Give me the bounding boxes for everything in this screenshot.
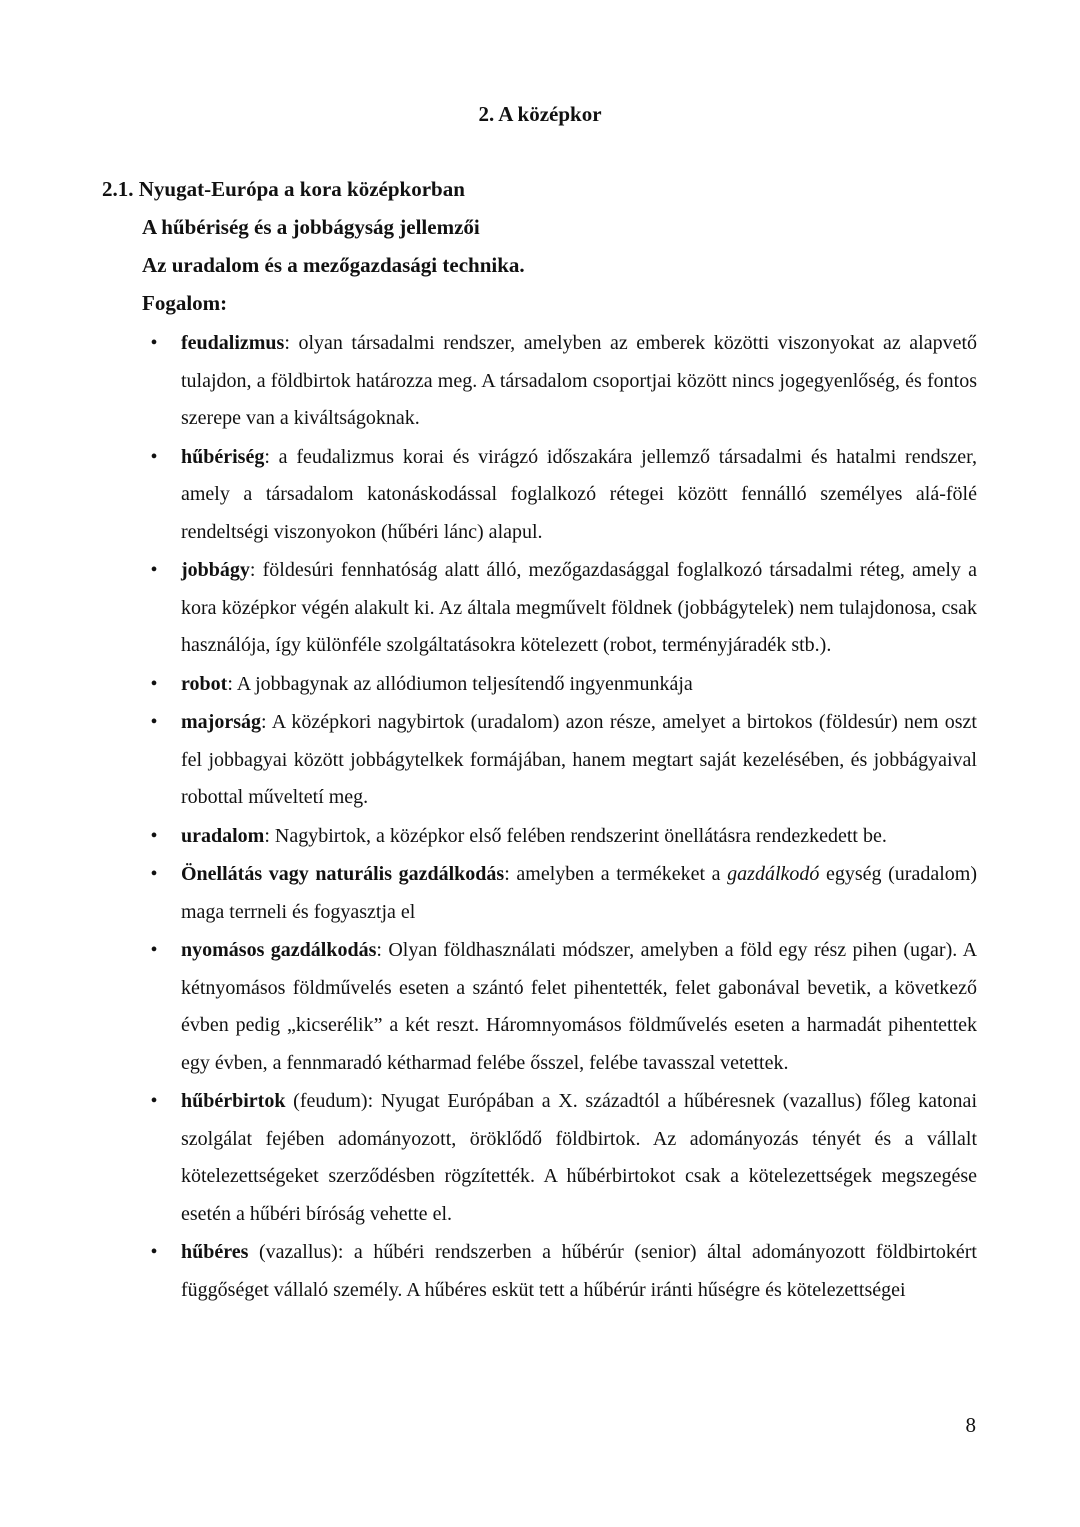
term-definition: : Nagybirtok, a középkor első felében rendszerint önellátásra rendezkedett be. <box>264 824 887 847</box>
term-item-majorsag <box>150 704 977 817</box>
bullet-icon: • <box>150 332 158 354</box>
term-definition: (feudum): Nyugat Európában a X. századtól a hűbéresnek (vazallus) főleg katonai szolgálat fejében adományozott, öröklődő földbirtok. Az adományozás tényét és a vállalt kötelezettségeket szerződésben rögzítették. A hűbérbirtokot csak a kötelezettségek megszegése esetén a hűbéri bíróság vehette el. <box>181 1090 977 1225</box>
term-definition: : A középkori nagybirtok (uradalom) azon része, amelyet a birtokos (földesúr) nem oszt fel jobbagyai között jobbágytelkek formájában, hanem megtart saját kezelésében, és jobbágyaival robottal műveltetí meg. <box>181 711 977 808</box>
term-item-robot <box>150 666 977 704</box>
term-definition: (vazallus): a hűbéri rendszerben a hűbérúr (senior) által adományozott földbirtokért függőséget vállaló személy. A hűbéres esküt tett a hűbérúr iránti hűségre és kötelezettségei <box>181 1241 977 1301</box>
term-definition: : Olyan földhasználati módszer, amelyben a föld egy rész pihen (ugar). A kétnyomásos földművelés eseten a szántó felet pihentették, felet gabonával bevetik, a következő évben pedig „kicserélik” a két reszt. Háromnyomásos földművelés eseten a harmadát pihentettek egy évben, a fennmaradó kétharmad felébe ősszel, felébe tavasszal vetettek. <box>181 939 978 1074</box>
term-item-huberes <box>150 1234 977 1309</box>
term-definition: : amelyben a termékeket a <box>504 863 728 885</box>
term-item-nyomasos <box>150 932 978 1082</box>
term-name: feudalizmus <box>181 332 285 354</box>
term-item-huberbirtok <box>150 1083 977 1233</box>
term-item-jobbagy <box>150 552 977 665</box>
term-item-uradalom <box>150 818 977 856</box>
term-name: hűbéres <box>181 1241 249 1263</box>
term-name: robot <box>181 672 228 695</box>
bullet-icon: • <box>150 939 158 961</box>
subheading-concepts: Fogalom: <box>142 291 228 315</box>
bullet-icon: • <box>150 711 158 733</box>
term-name: majorság <box>181 711 261 733</box>
term-definition: : A jobbagynak az allódiumon teljesítendő ingyenmunkája <box>227 672 693 695</box>
bullet-icon: • <box>150 1090 158 1112</box>
term-item-feudalizmus <box>150 325 977 438</box>
term-item-huberiseg <box>150 439 977 552</box>
subheading-feudalism: A hűbériség és a jobbágyság jellemzői <box>142 215 480 239</box>
term-definition: : olyan társadalmi rendszer, amelyben az emberek közötti viszonyokat az alapvető tulajdon, a földbirtok határozza meg. A társadalom csoportjai között nincs jogegyenlőség, és fontos szerepe van a kiváltságoknak. <box>181 332 977 429</box>
term-definition: : a feudalizmus korai és virágzó időszakára jellemző társadalmi és hatalmi rendszer, amely a társadalom katonáskodással foglalkozó rétegei között fennálló személyes alá-fölé rendeltségi viszonyokon (hűbéri lánc) alapul. <box>181 445 977 543</box>
term-definition: : földesúri fennhatóság alatt álló, mezőgazdasággal foglalkozó társadalmi réteg, amely a kora középkor végén alakult ki. Az általa megművelt földnek (jobbágytelek) nem tulajdonosa, csak használója, így különféle szolgáltatásokra kötelezett (robot, terményjáradék stb.). <box>181 559 977 656</box>
term-name: uradalom <box>181 824 265 847</box>
bullet-icon: • <box>150 672 158 695</box>
term-name: hűbérbirtok <box>181 1090 286 1112</box>
term-name: nyomásos gazdálkodás <box>181 939 377 961</box>
page-number: 8 <box>965 1413 976 1437</box>
subheading-estate: Az uradalom és a mezőgazdasági technika. <box>142 253 525 277</box>
term-emphasis: gazdálkodó <box>727 863 820 885</box>
term-name: jobbágy <box>181 559 250 581</box>
section-title: 2.1. Nyugat-Európa a kora középkorban <box>102 177 465 201</box>
bullet-icon: • <box>150 445 158 468</box>
term-list <box>150 325 978 1310</box>
term-name: Önellátás vagy naturális gazdálkodás <box>181 863 505 885</box>
bullet-icon: • <box>150 824 158 847</box>
bullet-icon: • <box>150 1241 158 1263</box>
bullet-icon: • <box>150 559 158 581</box>
bullet-icon: • <box>150 863 158 885</box>
chapter-title: 2. A középkor <box>478 102 602 126</box>
term-definition-continued: egység (uradalom) maga terrneli és fogyasztja el <box>181 863 977 923</box>
term-name: hűbériség <box>181 445 265 468</box>
term-item-onellatas <box>150 856 977 931</box>
